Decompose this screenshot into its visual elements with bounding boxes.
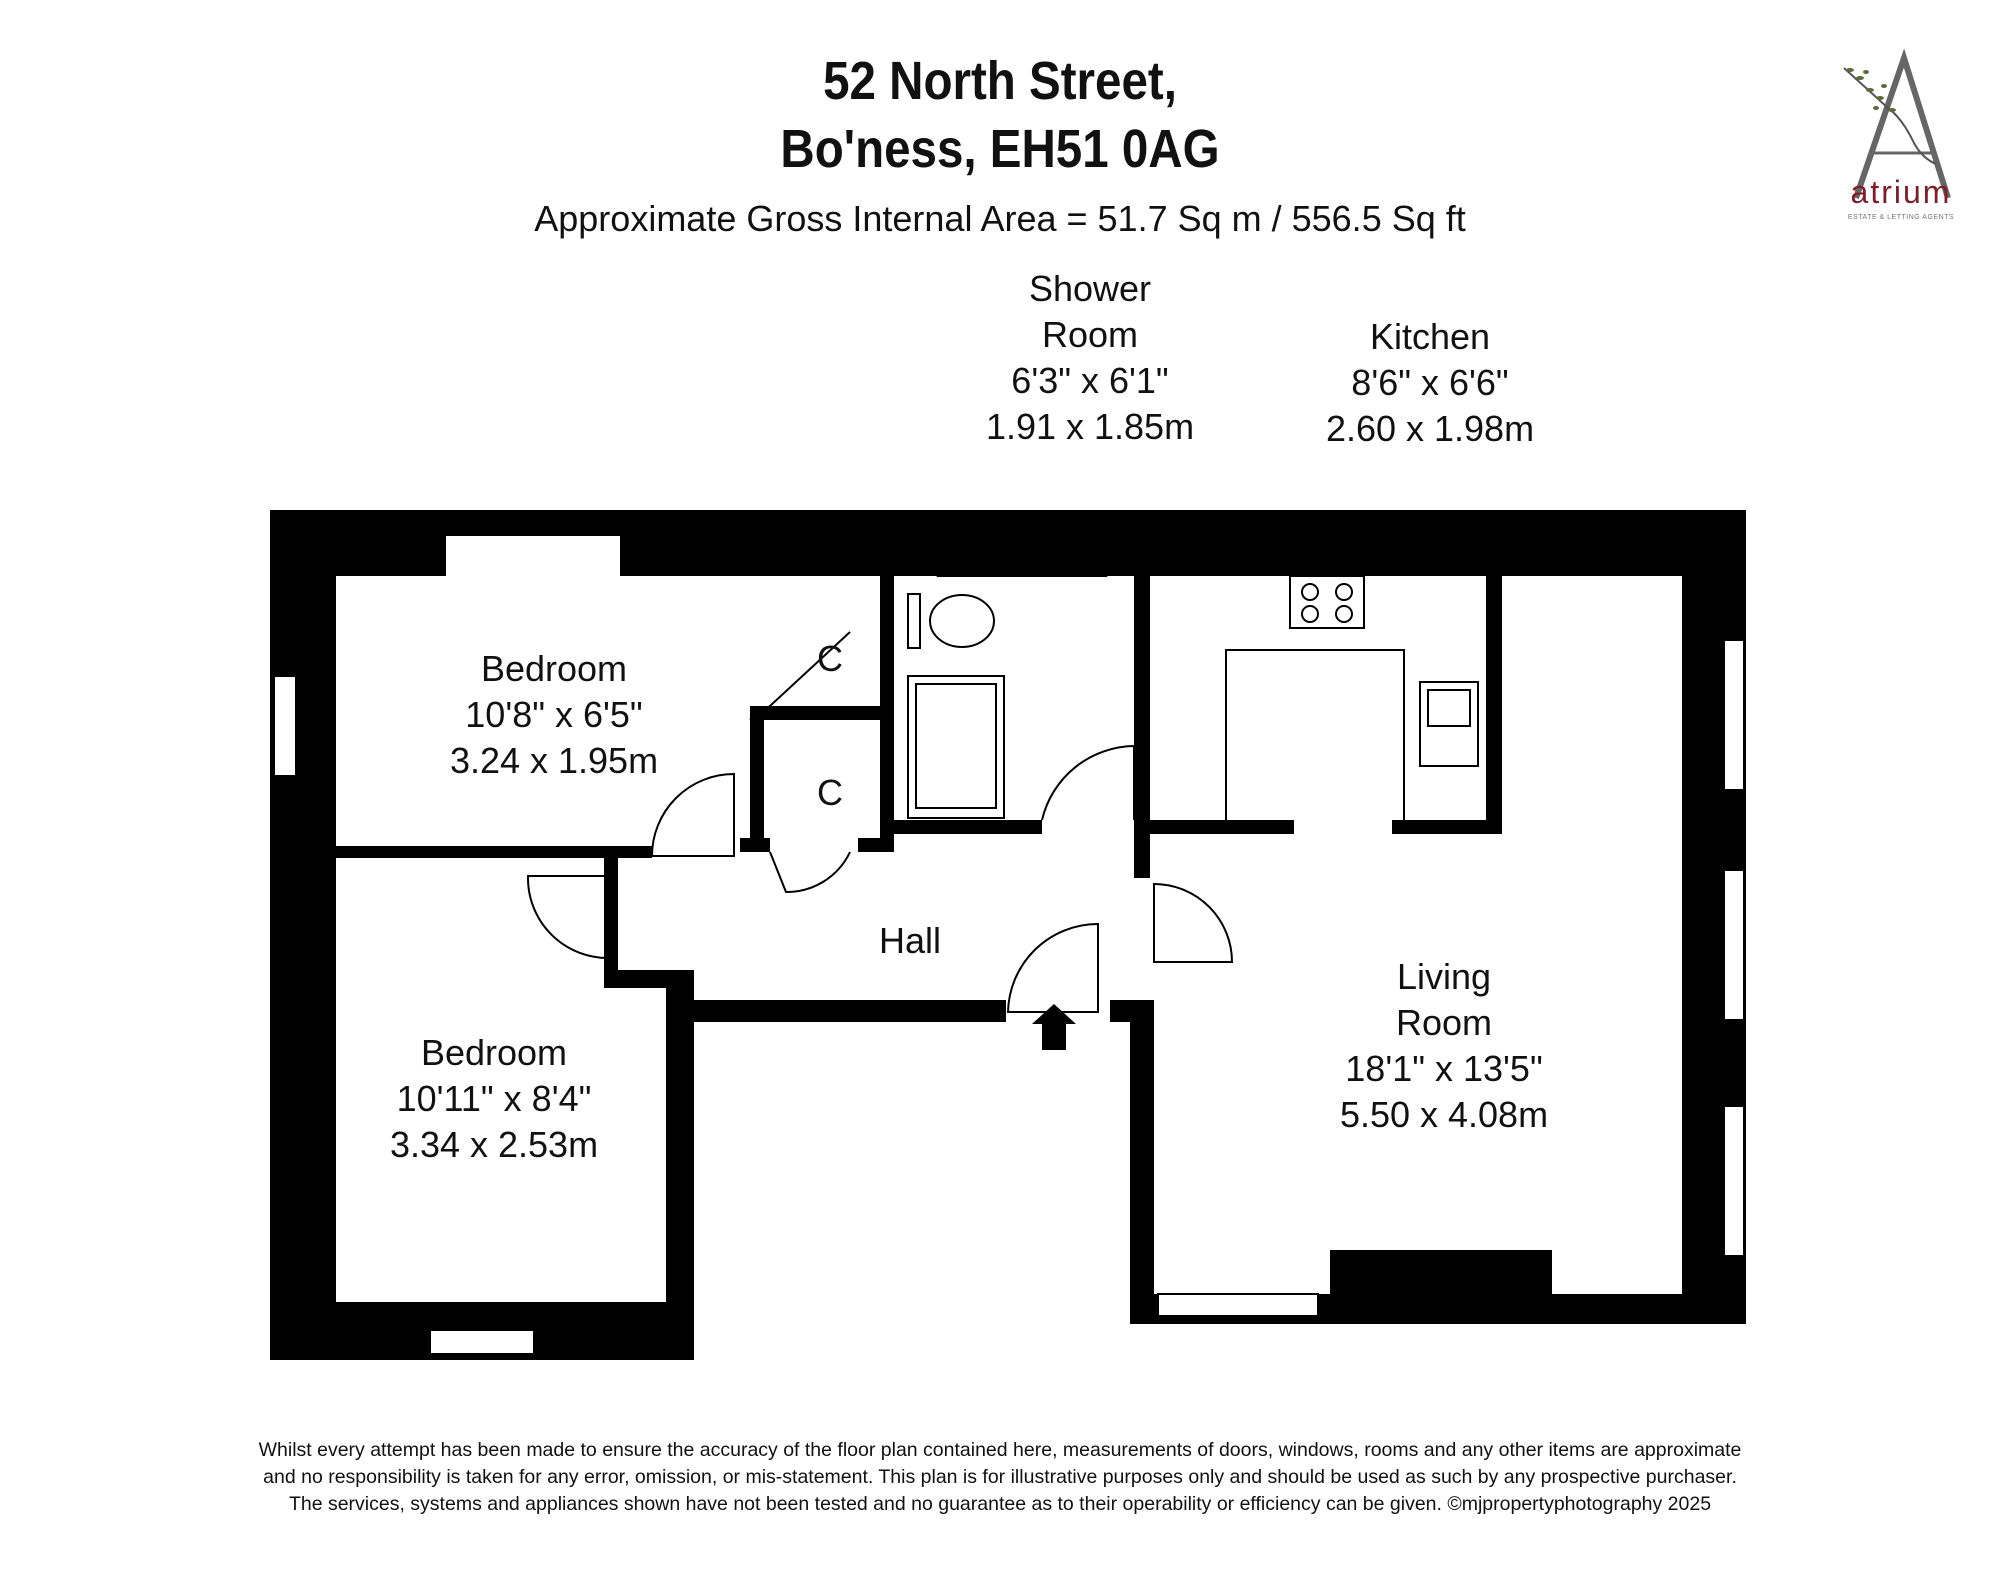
walls (270, 510, 1746, 1360)
address-line-1: 52 North Street, (823, 51, 1177, 111)
shower-room-label: Shower Room 6'3" x 6'1" 1.91 x 1.85m (985, 268, 1195, 447)
address-line-2: Bo'ness, EH51 0AG (780, 119, 1220, 179)
logo-tagline: ESTATE & LETTING AGENTS (1847, 214, 1955, 221)
bedroom-2-label: Bedroom 10'11" x 8'4" 3.34 x 2.53m (389, 1032, 599, 1165)
logo-wordmark: atrium (1850, 174, 1952, 210)
entrance-arrow-icon (1032, 1004, 1076, 1050)
disclaimer: Whilst every attempt has been made to ensure the accuracy of the floor plan contained here, measurements of doors, windows, rooms and any other items are approximate and no responsibility is taken for any error, omission, or mis-statement. This plan is for illustrative purposes only and should be used as such by any prospective purchaser. The services, systems and appliances shown have not been tested and no guarantee as to their operability or efficiency can be given. ©mjpropertyphotography 2025 (258, 1439, 1742, 1515)
hall-label: Hall (878, 920, 941, 961)
cupboard-2-label: C (817, 772, 843, 813)
fixtures (908, 536, 1478, 820)
living-room-label: Living Room 18'1" x 13'5" 5.50 x 4.08m (1339, 956, 1549, 1135)
gross-internal-area: Approximate Gross Internal Area = 51.7 Sq m / 556.5 Sq ft (534, 198, 1466, 239)
kitchen-label: Kitchen 8'6" x 6'6" 2.60 x 1.98m (1325, 316, 1535, 449)
cupboard-1-label: C (817, 638, 843, 679)
bedroom-1-label: Bedroom 10'8" x 6'5" 3.24 x 1.95m (449, 648, 659, 781)
